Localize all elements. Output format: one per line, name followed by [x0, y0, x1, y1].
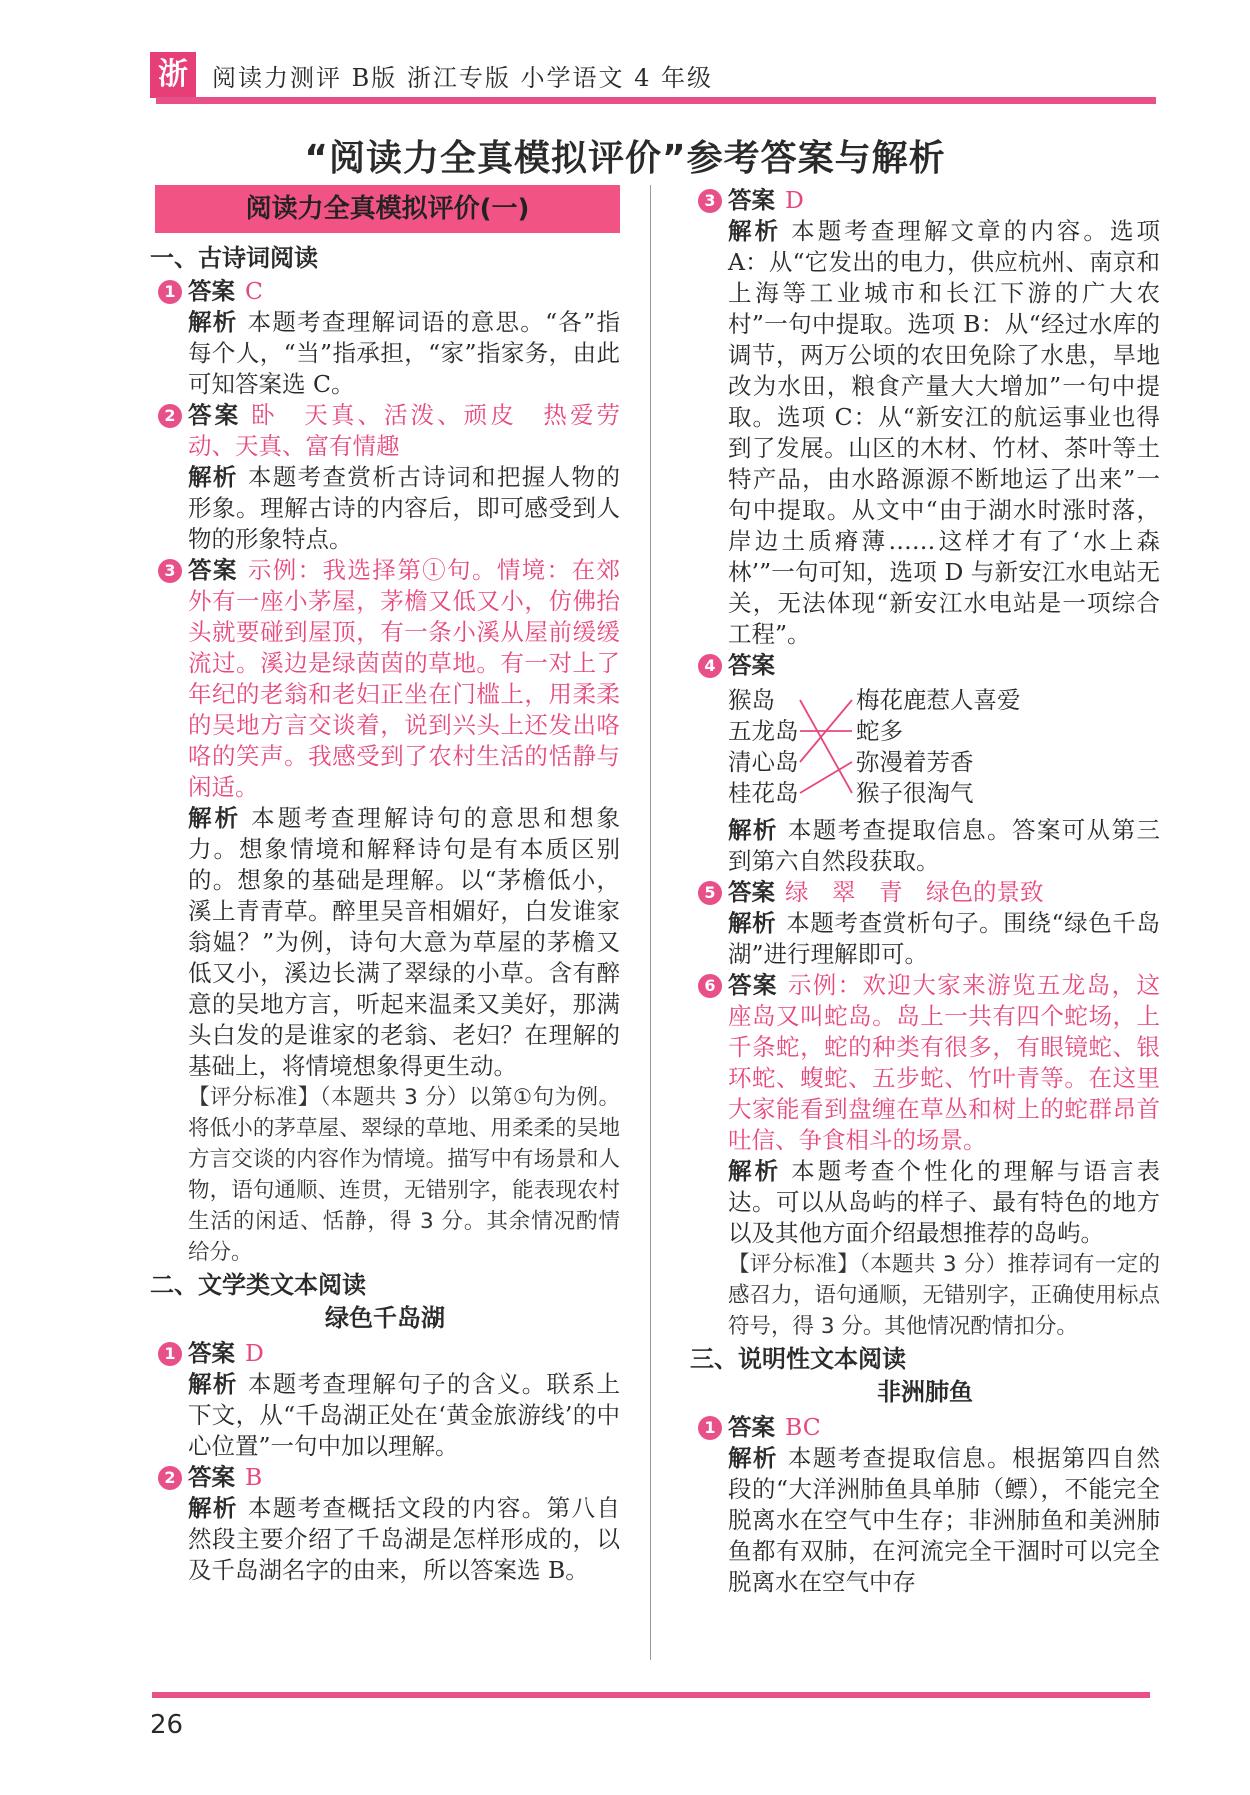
section-heading-expository: 三、说明性文本阅读: [690, 1345, 906, 1373]
analysis-text: 本题考查赏析句子。围绕“绿色千岛湖”进行理解即可。: [728, 909, 1160, 968]
scoring-standard: 【评分标准】（本题共 3 分）以第①句为例。将低小的茅草屋、翠绿的草地、用柔柔的吴地方言交谈的内容作为情境。描写中有场景和人物，语句通顺、连贯，无错别字，能表现农村生活的闲适、恬静，得 3 分。其余情况酌情给分。: [188, 1085, 620, 1265]
answer-label: 答案: [728, 186, 775, 214]
question-item: [150, 1338, 620, 1462]
answer-label: 答案: [728, 1413, 775, 1441]
answer-label: 答案: [188, 277, 235, 305]
question-item: [690, 185, 1160, 650]
scoring-standard: 【评分标准】（本题共 3 分）推荐词有一定的感召力，语句通顺，无错别字，正确使用标点符号，得 3 分。其他情况酌情扣分。: [728, 1252, 1160, 1339]
footer-rule: [152, 1692, 1150, 1698]
zhe-badge: 浙: [150, 52, 196, 98]
analysis-text: 本题考查个性化的理解与语言表达。可以从岛屿的样子、最有特色的地方以及其他方面介绍最想推荐的岛屿。: [728, 1157, 1161, 1247]
island-name: 桂花岛: [728, 779, 799, 807]
page-title: “阅读力全真模拟评价”参考答案与解析: [304, 138, 946, 179]
answer-text: BC: [785, 1413, 821, 1441]
answer-label: 答案: [188, 401, 242, 429]
analysis-label: 解析: [728, 217, 782, 245]
analysis-label: 解析: [728, 909, 777, 937]
question-number: 6: [698, 974, 722, 998]
question-item: [690, 877, 1160, 970]
question-number: 2: [158, 1466, 182, 1490]
answer-label: 答案: [728, 971, 778, 999]
analysis-label: 解析: [728, 1157, 782, 1185]
article-title: 绿色千岛湖: [325, 1304, 445, 1332]
question-item: [150, 1462, 620, 1586]
matching-diagram: [728, 685, 1160, 811]
analysis-label: 解析: [728, 1444, 778, 1472]
header-text: 阅读力测评 B版 浙江专版 小学语文 4 年级: [212, 64, 714, 92]
island-name: 五龙岛: [728, 717, 799, 745]
answer-label: 答案: [188, 1463, 235, 1491]
match-line: [800, 700, 852, 793]
section-heading-literary: 二、文学类文本阅读: [150, 1271, 366, 1299]
question-number: 3: [158, 559, 182, 583]
article-title: 非洲肺鱼: [877, 1378, 973, 1406]
answer-text: 示例：欢迎大家来游览五龙岛，这座岛又叫蛇岛。岛上一共有四个蛇场，上千条蛇，蛇的种类有很多，有眼镜蛇、银环蛇、蝮蛇、五步蛇、竹叶青等。在这里大家能看到盘缠在草丛和树上的蛇群昂首吐信、争食相斗的场景。: [728, 971, 1160, 1154]
island-feature: 弥漫着芳香: [856, 748, 974, 776]
answer-text: D: [785, 186, 804, 214]
analysis-label: 解析: [188, 804, 242, 832]
answer-text: 示例：我选择第①句。情境：在郊外有一座小茅屋，茅檐又低又小，仿佛抬头就要碰到屋顶，有一条小溪从屋前缓缓流过。溪边是绿茵茵的草地。有一对上了年纪的老翁和老妇正坐在门槛上，用柔柔的吴地方言交谈着，说到兴头上还发出咯咯的笑声。我感受到了农村生活的恬静与闲适。: [188, 556, 620, 801]
right-column: [690, 185, 1160, 1598]
analysis-text: 本题考查提取信息。根据第四自然段的“大洋洲肺鱼具单肺（鳔），不能完全脱离水在空气中生存；非洲肺鱼和美洲肺鱼都有双肺，在河流完全干涸时可以完全脱离水在空气中存: [728, 1444, 1160, 1596]
question-number: 2: [158, 404, 182, 428]
island-feature: 蛇多: [856, 717, 903, 745]
page-number: 26: [150, 1710, 184, 1740]
analysis-label: 解析: [188, 463, 238, 491]
analysis-text: 本题考查提取信息。答案可从第三到第六自然段获取。: [728, 816, 1160, 875]
answer-label: 答案: [728, 651, 775, 679]
test-banner: 阅读力全真模拟评价(一): [155, 185, 620, 233]
answer-text: C: [245, 277, 263, 305]
answer-label: 答案: [188, 1339, 235, 1367]
answer-label: 答案: [728, 878, 775, 906]
header-rule: [156, 97, 1156, 104]
question-number: 4: [698, 654, 722, 678]
answer-text: B: [245, 1463, 263, 1491]
answer-text: D: [245, 1339, 264, 1367]
question-item: [690, 970, 1160, 1342]
analysis-text: 本题考查赏析古诗词和把握人物的形象。理解古诗的内容后，即可感受到人物的形象特点。: [188, 463, 620, 553]
question-number: 1: [158, 1342, 182, 1366]
island-feature: 猴子很淘气: [856, 779, 974, 807]
question-item: [690, 1412, 1160, 1598]
analysis-text: 本题考查理解文章的内容。选项 A：从“它发出的电力，供应杭州、南京和上海等工业城市和长江下游的广大农村”一句中提取。选项 B：从“经过水库的调节，两万公顷的农田免除了水患，旱地改为水田，粮食产量大大增加”一句中提取。选项 C：从“新安江的航运事业也得到了发展。山区的木材、竹材、茶叶等土特产品，由水路源源不断地运了出来”一句中提取。从文中“由于湖水时涨时落，岸边土质瘠薄……这样才有了‘水上森林’”一句可知，选项 D 与新安江水电站无关，无法体现“新安江水电站是一项综合工程”。: [728, 217, 1161, 648]
question-number: 1: [158, 280, 182, 304]
question-item: [150, 276, 620, 400]
analysis-label: 解析: [188, 1494, 238, 1522]
analysis-text: 本题考查理解诗句的意思和想象力。想象情境和解释诗句是有本质区别的。想象的基础是理解。以“茅檐低小，溪上青青草。醉里吴音相媚好，白发谁家翁媪？”为例，诗句大意为草屋的茅檐又低又小，溪边长满了翠绿的小草。含有醉意的吴地方言，听起来温柔又美好，那满头白发的是谁家的老翁、老妇？在理解的基础上，将情境想象得更生动。: [188, 804, 621, 1080]
analysis-text: 本题考查理解句子的含义。联系上下文，从“千岛湖正处在‘黄金旅游线’的中心位置”一句中加以理解。: [188, 1370, 620, 1460]
question-item: [150, 555, 620, 1268]
matching-lines: [798, 685, 854, 811]
running-header: [150, 50, 1150, 100]
question-item: [690, 650, 1160, 877]
analysis-label: 解析: [188, 1370, 238, 1398]
column-divider: [650, 185, 651, 1660]
question-number: 5: [698, 881, 722, 905]
section-heading-poetry: 一、古诗词阅读: [150, 244, 318, 272]
answer-text: 绿 翠 青 绿色的景致: [785, 878, 1044, 906]
analysis-text: 本题考查理解词语的意思。“各”指每个人，“当”指承担，“家”指家务，由此可知答案选 C。: [188, 308, 621, 398]
answer-label: 答案: [188, 556, 238, 584]
answer-text: 卧 天真、活泼、顽皮 热爱劳动、天真、富有情趣: [188, 401, 621, 460]
analysis-label: 解析: [188, 308, 238, 336]
analysis-label: 解析: [728, 816, 778, 844]
island-name: 猴岛: [728, 686, 775, 714]
island-feature: 梅花鹿惹人喜爱: [856, 686, 1021, 714]
island-name: 清心岛: [728, 748, 799, 776]
left-column: [150, 185, 620, 1586]
question-number: 3: [698, 189, 722, 213]
analysis-text: 本题考查概括文段的内容。第八自然段主要介绍了千岛湖是怎样形成的，以及千岛湖名字的由来，所以答案选 B。: [188, 1494, 620, 1584]
question-number: 1: [698, 1416, 722, 1440]
question-item: [150, 400, 620, 555]
